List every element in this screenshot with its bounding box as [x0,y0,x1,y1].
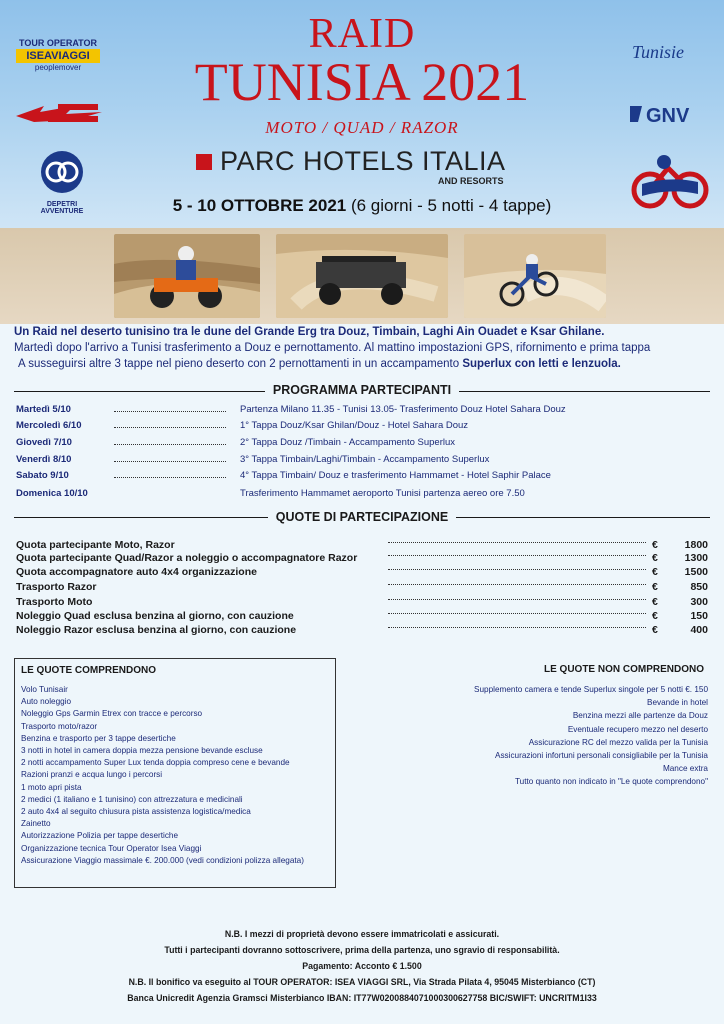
quota-currency: € [652,624,658,636]
programma-row [16,488,716,499]
programma-day: Giovedì 7/10 [16,437,72,448]
non-comprendono-item: Assicurazione RC del mezzo valida per la Tunisia [528,737,708,747]
programma-day: Mercoledì 6/10 [16,420,82,431]
intro-line-2: Martedì dopo l'arrivo a Tunisi trasferimento a Douz e pernottamento. Al mattino impostazioni GPS, rifornimento e prima tappa [14,342,651,354]
isea-viaggi-text: ISEAVIAGGI [16,49,100,63]
quota-label: Noleggio Razor esclusa benzina al giorno, con cauzione [16,624,297,636]
quota-currency: € [652,566,658,578]
footer-notes [0,926,724,1006]
intro-line-3 [14,356,714,372]
quota-label: Trasporto Moto [16,596,93,608]
programma-title-text: PROGRAMMA PARTECIPANTI [265,383,459,397]
programma-row [16,437,716,448]
comprendono-item: 2 medici (1 italiano e 1 tunisino) con attrezzatura e medicinali [21,794,243,804]
note-3: Pagamento: Acconto € 1.500 [302,961,422,971]
non-comprendono-item: Assicurazioni infortuni personali consigliabile per la Tunisia [495,751,708,761]
title-raid: RAID [308,11,416,57]
quote-non-comprendono-box [446,658,712,795]
non-comprendono-item: Benzina mezzi alle partenze da Douz [572,711,708,721]
programma-row [16,470,716,481]
quota-label: Trasporto Razor [16,581,97,593]
tour-operator-text: TOUR OPERATOR [18,38,97,48]
note-4: N.B. Il bonifico va eseguito al TOUR OPERATOR: ISEA VIAGGI SRL, Via Strada Pilata 4, 95045 Misterbianco (CT) [128,977,596,987]
comprendono-item: 3 notti in hotel in camera doppia mezza pensione bevande escluse [21,746,263,756]
quota-amount: 300 [690,596,708,608]
non-comprendono-item: Mance extra [662,764,708,774]
programma-desc: 2° Tappa Douz /Timbain - Accampamento Superlux [240,437,456,448]
comprendono-item: Autorizzazione Polizia per tappe desertiche [21,831,179,841]
programma-title [0,383,724,397]
quota-amount: 1300 [684,552,708,564]
programma-desc: 3° Tappa Timbain/Laghi/Timbain - Accampamento Superlux [240,454,490,465]
programma-desc: 1° Tappa Douz/Ksar Ghilan/Douz - Hotel Sahara Douz [240,420,469,431]
header-banner [0,0,724,228]
comprendono-item: Zainetto [21,819,51,829]
quota-dots [388,599,646,600]
gnv-text: GNV [646,105,690,127]
note-2: Tutti i partecipanti dovranno sottoscrivere, prima della partenza, uno sgravio di responsabilità. [164,945,560,955]
dates-rest: (6 giorni - 5 notti - 4 tappe) [346,196,552,215]
quote-comprendono-box [14,658,336,888]
programma-day: Domenica 10/10 [16,488,88,499]
programma-day: Martedì 5/10 [16,404,71,415]
title-subtitle: MOTO / QUAD / RAZOR [265,118,459,137]
comprendono-item: Razioni pranzi e acqua lungo i percorsi [21,770,163,780]
comprendono-item: Auto noleggio [21,697,72,707]
parc-hotels-square-icon [196,154,212,170]
comprendono-item: Benzina e trasporto per 3 tappe desertiche [21,733,176,743]
comprendono-item: Organizzazione tecnica Tour Operator Isea Viaggi [21,843,202,853]
photo-moto [464,234,606,318]
parc-hotels-name: PARC HOTELS ITALIA [220,146,506,176]
title-tunisia: TUNISIA 2021 [194,52,530,112]
comprendono-title: LE QUOTE COMPRENDONO [21,665,157,676]
quota-amount: 850 [690,581,708,593]
programma-desc: 4° Tappa Timbain/ Douz e trasferimento Hammamet - Hotel Saphir Palace [240,470,551,481]
photo-razor [276,234,448,318]
dates-bold: 5 - 10 OTTOBRE 2021 [172,196,347,215]
comprendono-item: 2 notti accampamento Super Lux tenda doppia compreso cene e bevande [21,758,290,768]
quota-amount: 400 [690,624,708,636]
parc-hotels-logo [196,146,506,177]
quota-label: Noleggio Quad esclusa benzina al giorno, con cauzione [16,610,294,622]
non-comprendono-title: LE QUOTE NON COMPRENDONO [543,664,704,675]
intro-line-1: Un Raid nel deserto tunisino tra le dune del Grande Erg tra Douz, Timbain, Laghi Ain Ouadet e Ksar Ghilane. [14,326,605,338]
programma-dots [114,488,226,496]
quota-dots [388,542,646,543]
quota-dots [388,555,646,556]
isea-tagline: peoplemover [34,63,82,72]
quota-currency: € [652,596,658,608]
programma-row [16,404,716,415]
parc-hotels-sub: AND RESORTS [438,176,504,186]
non-comprendono-item: Bevande in hotel [647,698,708,708]
comprendono-item: Noleggio Gps Garmin Etrex con tracce e percorso [21,709,203,719]
quota-dots [388,627,646,628]
comprendono-item: Trasporto moto/razor [21,721,98,731]
depetri-icon [36,150,88,194]
programma-desc: Partenza Milano 11.35 - Tunisi 13.05- Trasferimento Douz Hotel Sahara Douz [240,404,566,415]
programma-row [16,420,716,431]
tunisie-logo: Tunisie [632,42,685,62]
quota-amount: 1800 [684,539,708,551]
non-comprendono-item: Eventuale recupero mezzo nel deserto [567,724,708,734]
programma-dots [114,437,226,445]
non-comprendono-item: Supplemento camera e tende Superlux singole per 5 notti €. 150 [474,685,708,694]
quota-currency: € [652,610,658,622]
depetri-text: DEPETRI AVVENTURE [40,201,84,215]
quota-label: Quota accompagnatore auto 4x4 organizzazione [16,566,257,578]
quota-currency: € [652,539,658,551]
quote-title-text: QUOTE DI PARTECIPAZIONE [268,510,456,524]
photo-quad [114,234,260,318]
programma-desc: Trasferimento Hammamet aeroporto Tunisi partenza aereo ore 7.50 [240,488,525,499]
programma-row [16,454,716,465]
comprendono-item: 1 moto apri pista [21,782,82,792]
comprendono-item: 2 auto 4x4 al seguito chiusura pista assistenza logistica/medica [21,807,251,817]
quota-dots [388,613,646,614]
note-1: N.B. I mezzi di proprietà devono essere immatricolati e assicurati. [224,929,500,939]
quota-dots [388,569,646,570]
intro-text [14,324,714,372]
event-dates [0,196,724,216]
intro-line-3b: Superlux con letti e lenzuola. [462,358,621,370]
comprendono-item: Assicurazione Viaggio massimale €. 200.000 (vedi condizioni polizza allegata) [21,855,304,865]
programma-day: Venerdì 8/10 [16,454,72,465]
gnv-logo [628,100,708,128]
programma-dots [114,454,226,462]
non-comprendono-item: Tutto quanto non indicato in "Le quote comprendono" [514,777,708,787]
quota-amount: 150 [690,610,708,622]
programma-dots [114,470,226,478]
quota-label: Quota partecipante Moto, Razor [16,539,175,551]
quota-label: Quota partecipante Quad/Razor a noleggio o accompagnatore Razor [16,552,358,564]
quota-dots [388,584,646,585]
quota-amount: 1500 [684,566,708,578]
quota-currency: € [652,552,658,564]
camuno-logo-icon [630,150,710,212]
intro-line-3a: A susseguirsi altre 3 tappe nel pieno deserto con 2 pernottamenti in un accampamento [18,358,463,370]
programma-dots [114,420,226,428]
photo-strip [0,228,724,324]
programma-day: Sabato 9/10 [16,470,69,481]
programma-dots [114,404,226,412]
quota-currency: € [652,581,658,593]
note-5: Banca Unicredit Agenzia Gramsci Misterbianco IBAN: IT77W0200884071000300627758 BIC/SWIFT: UNCRITM1I33 [127,993,597,1003]
quote-title [0,510,724,524]
comprendono-item: Volo Tunisair [21,685,68,694]
